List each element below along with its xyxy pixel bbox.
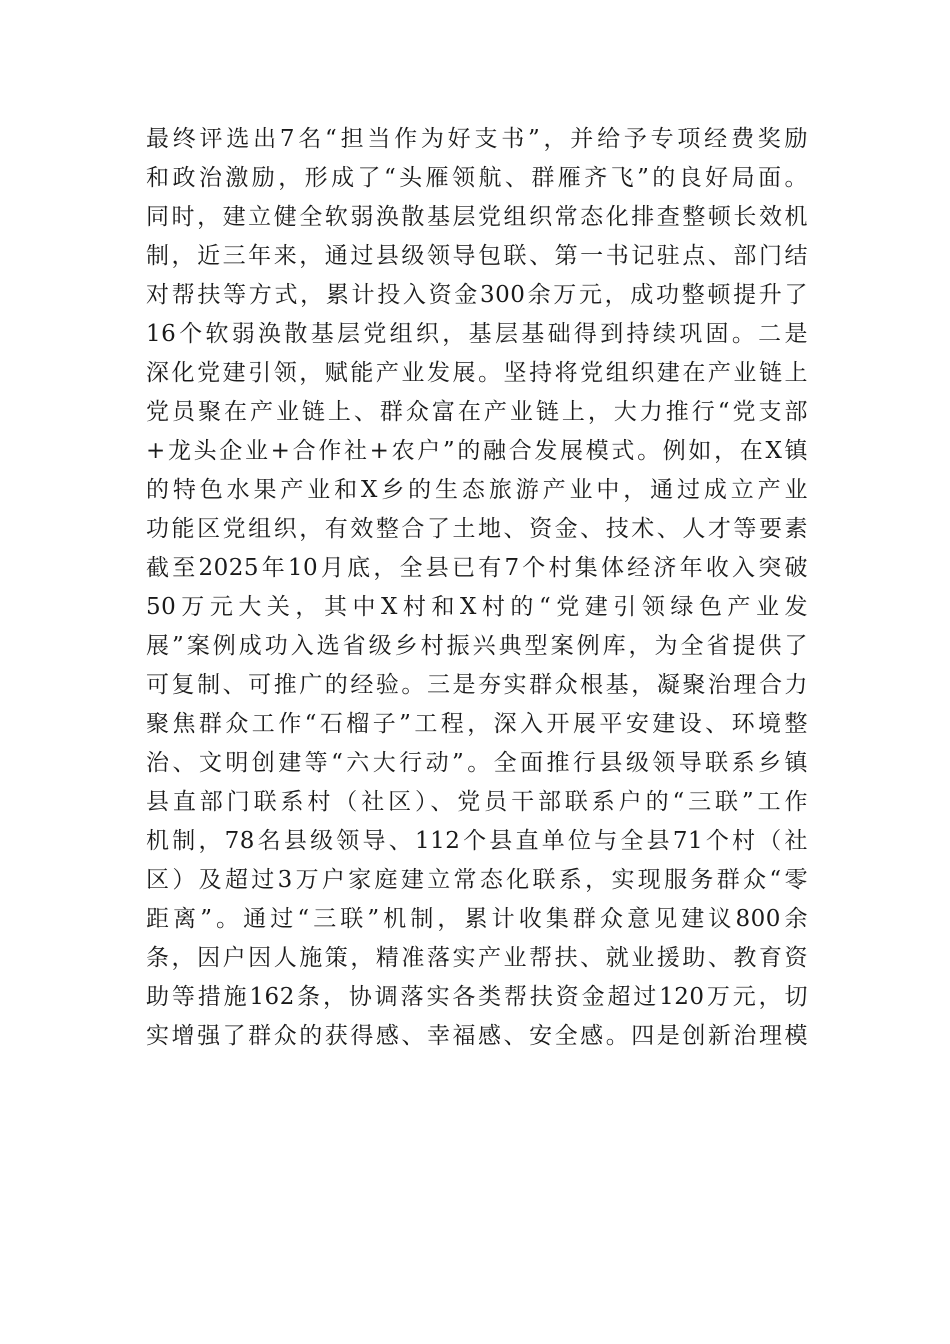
text-line: 实增强了群众的获得感、幸福感、安全感。四是创新治理模 xyxy=(146,1023,808,1049)
text-line: 最终评选出7名“担当作为好支书”，并给予专项经费奖励 xyxy=(146,126,808,152)
text-line: 功能区党组织，有效整合了土地、资金、技术、人才等要素 xyxy=(146,516,808,542)
text-line: 截至2025年10月底，全县已有7个村集体经济年收入突破 xyxy=(146,555,808,581)
text-line: 深化党建引领，赋能产业发展。坚持将党组织建在产业链上 xyxy=(146,360,808,386)
text-line: 区）及超过3万户家庭建立常态化联系，实现服务群众“零 xyxy=(146,867,808,893)
body-text xyxy=(146,120,808,1056)
text-line: 机制，78名县级领导、112个县直单位与全县71个村（社 xyxy=(146,828,808,854)
text-line: 治、文明创建等“六大行动”。全面推行县级领导联系乡镇 xyxy=(146,750,808,776)
text-line: 和政治激励，形成了“头雁领航、群雁齐飞”的良好局面。 xyxy=(146,165,808,191)
text-line: 聚焦群众工作“石榴子”工程，深入开展平安建设、环境整 xyxy=(146,711,808,737)
text-line: 同时，建立健全软弱涣散基层党组织常态化排查整顿长效机 xyxy=(146,204,808,230)
text-line: +龙头企业+合作社+农户”的融合发展模式。例如，在X镇 xyxy=(146,438,808,464)
text-line: 距离”。通过“三联”机制，累计收集群众意见建议800余 xyxy=(146,906,808,932)
text-line: 16个软弱涣散基层党组织，基层基础得到持续巩固。二是 xyxy=(146,321,808,347)
text-line: 助等措施162条，协调落实各类帮扶资金超过120万元，切 xyxy=(146,984,808,1010)
text-line: 展”案例成功入选省级乡村振兴典型案例库，为全省提供了 xyxy=(146,633,808,659)
text-line: 县直部门联系村（社区）、党员干部联系户的“三联”工作 xyxy=(146,789,808,815)
text-line: 条，因户因人施策，精准落实产业帮扶、就业援助、教育资 xyxy=(146,945,808,971)
text-line: 党员聚在产业链上、群众富在产业链上，大力推行“党支部 xyxy=(146,399,808,425)
text-line: 50万元大关，其中X村和X村的“党建引领绿色产业发 xyxy=(146,594,808,620)
text-line: 制，近三年来，通过县级领导包联、第一书记驻点、部门结 xyxy=(146,243,808,269)
text-line: 的特色水果产业和X乡的生态旅游产业中，通过成立产业 xyxy=(146,477,808,503)
text-line: 可复制、可推广的经验。三是夯实群众根基，凝聚治理合力 xyxy=(146,672,808,698)
text-line: 对帮扶等方式，累计投入资金300余万元，成功整顿提升了 xyxy=(146,282,808,308)
